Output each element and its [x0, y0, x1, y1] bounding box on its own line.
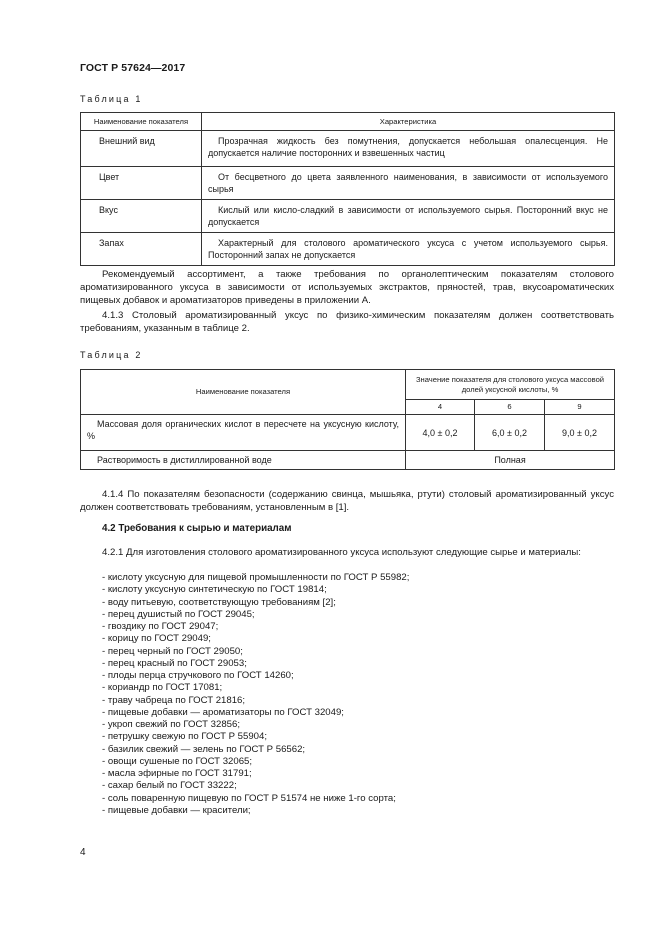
paragraph-4-1-4: 4.1.4 По показателям безопасности (содержанию свинца, мышьяка, ртути) столовый ароматизированный уксус должен соответствовать требованиям, установленным в [1]. [80, 489, 614, 513]
table2-cell: Полная [406, 451, 615, 470]
list-item: - укроп свежий по ГОСТ 32856; [102, 719, 240, 730]
page-number: 4 [80, 847, 86, 858]
table1-row-name: Вкус [81, 200, 202, 233]
table2-header-row [81, 370, 615, 400]
paragraph-4-2-1: 4.2.1 Для изготовления столового ароматизированного уксуса используют следующие сырье и материалы: [102, 547, 581, 558]
table2-row-name: Растворимость в дистиллированной воде [81, 451, 406, 470]
table-row [81, 131, 615, 167]
list-item: - петрушку свежую по ГОСТ Р 55904; [102, 731, 268, 743]
list-item: - кислоту уксусную синтетическую по ГОСТ 19814; [102, 584, 327, 596]
list-item: - перец черный по ГОСТ 29050; [102, 645, 243, 657]
table1-row-desc: Кислый или кисло-сладкий в зависимости от используемого сырья. Посторонний вкус не допускается [202, 200, 615, 233]
table1-row-desc: От бесцветного до цвета заявленного наименования, в зависимости от используемого сырья [202, 167, 615, 200]
table2-caption: Таблица 2 [80, 350, 143, 360]
table1-header-row [81, 113, 615, 131]
table2-subcol: 9 [545, 400, 615, 415]
list-item: - корицу по ГОСТ 29049; [102, 633, 211, 645]
list-item: - воду питьевую, соответствующую требованиям [2]; [102, 596, 336, 608]
list-item: - перец душистый по ГОСТ 29045; [102, 608, 255, 620]
paragraph-4-1-3: 4.1.3 Столовый ароматизированный уксус по физико-химическим показателям должен соответствовать требованиям, указанным в таблице 2. [80, 310, 614, 334]
table-row [81, 233, 615, 266]
table2-cell: 4,0 ± 0,2 [406, 415, 475, 451]
table1-row-name: Запах [81, 233, 202, 266]
table2 [80, 369, 615, 470]
list-item: - овощи сушеные по ГОСТ 32065; [102, 755, 253, 767]
table1 [80, 112, 615, 266]
table1-row-desc: Прозрачная жидкость без помутнения, допускается небольшая опалесценция. Не допускается наличие посторонних и взвешенных частиц [202, 131, 615, 167]
table2-col-name: Наименование показателя [81, 370, 406, 415]
table1-row-name: Цвет [81, 167, 202, 200]
table1-caption: Таблица 1 [80, 94, 143, 104]
table1-row-desc: Характерный для столового ароматического уксуса с учетом используемого сырья. Посторонний запах не допускается [202, 233, 615, 266]
list-item: - пищевые добавки — красители; [102, 804, 251, 816]
table2-subcol: 4 [406, 400, 475, 415]
list-item: - масла эфирные по ГОСТ 31791; [102, 768, 252, 779]
list-item: - соль поваренную пищевую по ГОСТ Р 51574 не ниже 1-го сорта; [102, 792, 396, 804]
table2-col-value: Значение показателя для столового уксуса массовой долей уксусной кислоты, % [406, 370, 615, 400]
table-row [81, 451, 615, 470]
table2-subcol: 6 [475, 400, 545, 415]
table-row [81, 167, 615, 200]
section-title: 4.2 Требования к сырью и материалам [102, 523, 292, 534]
table1-col-name: Наименование показателя [81, 113, 202, 131]
list-item: - плоды перца стручкового по ГОСТ 14260; [102, 670, 294, 681]
list-item: - базилик свежий — зелень по ГОСТ Р 56562; [102, 743, 306, 755]
table1-row-name: Внешний вид [81, 131, 202, 167]
list-item: - кориандр по ГОСТ 17081; [102, 682, 223, 694]
paragraph-assortment: Рекомендуемый ассортимент, а также требования по органолептическим показателям столового ароматизированного уксуса в зависимости от используемых экстрактов, пряностей, трав, вкусоароматических пищевых добавок и ароматизаторов приведены в приложении А. [80, 269, 614, 306]
list-item: - кислоту уксусную для пищевой промышленности по ГОСТ Р 55982; [102, 572, 410, 583]
table2-row-name: Массовая доля органических кислот в пересчете на уксусную кислоту, % [81, 415, 406, 451]
list-item: - пищевые добавки — ароматизаторы по ГОСТ 32049; [102, 706, 344, 718]
table1-col-desc: Характеристика [202, 113, 615, 131]
table2-cell: 9,0 ± 0,2 [545, 415, 615, 451]
list-item: - гвоздику по ГОСТ 29047; [102, 621, 219, 632]
document-code: ГОСТ Р 57624—2017 [80, 62, 186, 74]
materials-list [102, 572, 409, 817]
list-item: - перец красный по ГОСТ 29053; [102, 657, 247, 669]
document-page [80, 0, 614, 935]
list-item: - сахар белый по ГОСТ 33222; [102, 780, 237, 792]
table-row [81, 200, 615, 233]
table-row [81, 415, 615, 451]
table2-cell: 6,0 ± 0,2 [475, 415, 545, 451]
list-item: - траву чабреца по ГОСТ 21816; [102, 694, 246, 706]
